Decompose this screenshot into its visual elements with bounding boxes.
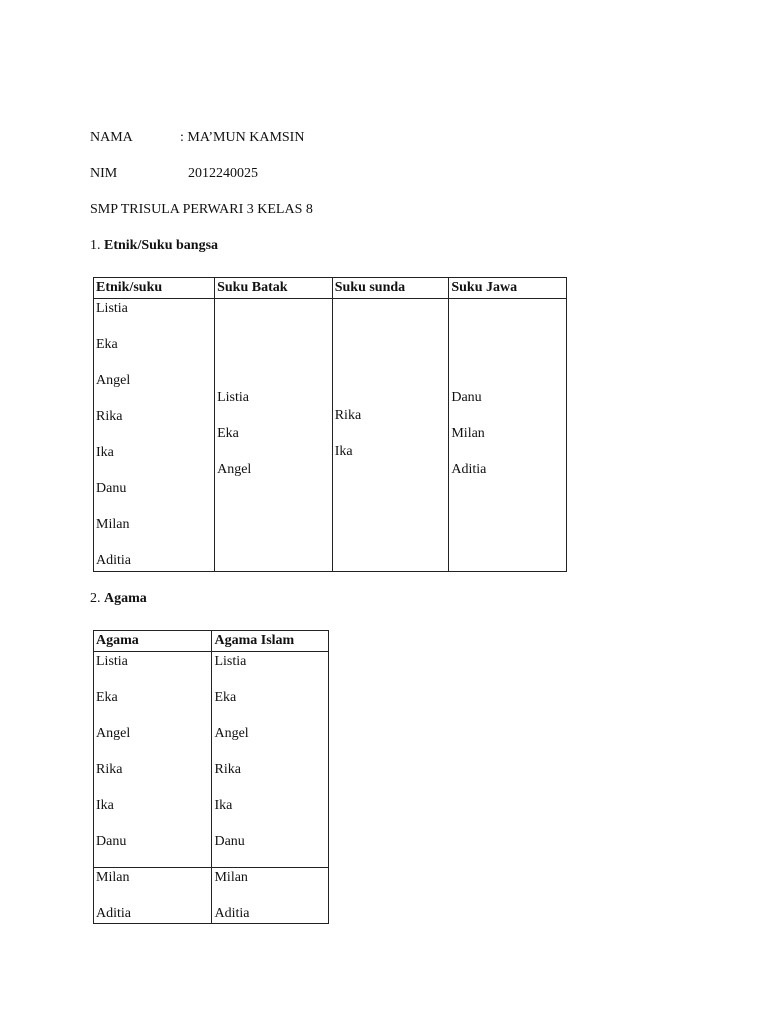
agama-cell xyxy=(94,652,212,868)
section1-heading xyxy=(90,237,218,255)
nim-label: NIM xyxy=(90,166,118,181)
islam-cell xyxy=(212,868,329,924)
list-item: Rika xyxy=(334,408,362,423)
list-item: Milan xyxy=(214,870,248,885)
list-item: Milan xyxy=(96,517,130,532)
column-header-islam: Agama Islam xyxy=(212,631,329,652)
list-item: Angel xyxy=(96,373,131,388)
list-item: Rika xyxy=(96,762,123,777)
table-row xyxy=(94,652,329,868)
column-header-jawa: Suku Jawa xyxy=(449,278,567,299)
school-line: SMP TRISULA PERWARI 3 KELAS 8 xyxy=(90,202,313,217)
list-item: Angel xyxy=(96,726,131,741)
nim-value: 2012240025 xyxy=(188,166,258,181)
list-item: Eka xyxy=(96,337,118,352)
list-item: Listia xyxy=(217,390,249,405)
jawa-cell xyxy=(449,299,567,572)
sunda-cell xyxy=(332,299,449,572)
list-item: Angel xyxy=(214,726,249,741)
islam-cell xyxy=(212,652,329,868)
column-header-sunda: Suku sunda xyxy=(332,278,449,299)
nama-value: : MA’MUN KAMSIN xyxy=(180,130,305,145)
list-item: Milan xyxy=(451,426,485,441)
section2-title: Agama xyxy=(104,591,147,606)
list-item: Milan xyxy=(96,870,130,885)
list-item: Danu xyxy=(451,390,482,405)
list-item: Eka xyxy=(96,690,118,705)
agama-cell xyxy=(94,868,212,924)
table-header-row xyxy=(94,631,329,652)
section1-title: Etnik/Suku bangsa xyxy=(104,238,219,253)
table-row xyxy=(94,299,567,572)
list-item: Rika xyxy=(214,762,241,777)
list-item: Ika xyxy=(96,798,114,813)
section1-number: 1. xyxy=(90,238,101,253)
list-item: Danu xyxy=(214,834,245,849)
etnik-table xyxy=(93,277,567,572)
list-item: Aditia xyxy=(96,553,131,568)
batak-cell xyxy=(215,299,333,572)
section2-number: 2. xyxy=(90,591,101,606)
list-item: Danu xyxy=(96,481,127,496)
column-header-batak: Suku Batak xyxy=(215,278,333,299)
list-item: Ika xyxy=(96,445,114,460)
column-header-etnik: Etnik/suku xyxy=(94,278,215,299)
etnik-cell xyxy=(94,299,215,572)
section2-heading xyxy=(90,590,147,608)
list-item: Rika xyxy=(96,409,123,424)
list-item: Listia xyxy=(214,654,247,669)
nama-label: NAMA xyxy=(90,130,133,145)
table-row xyxy=(94,868,329,924)
list-item: Aditia xyxy=(96,906,131,921)
list-item: Eka xyxy=(217,426,239,441)
list-item: Aditia xyxy=(214,906,250,921)
list-item: Eka xyxy=(214,690,237,705)
table-header-row xyxy=(94,278,567,299)
column-header-agama: Agama xyxy=(94,631,212,652)
list-item: Listia xyxy=(96,654,128,669)
list-item: Aditia xyxy=(451,462,487,477)
list-item: Listia xyxy=(96,301,128,316)
agama-table xyxy=(93,630,329,924)
list-item: Danu xyxy=(96,834,127,849)
list-item: Angel xyxy=(217,462,252,477)
list-item: Ika xyxy=(214,798,233,813)
list-item: Ika xyxy=(334,444,353,459)
